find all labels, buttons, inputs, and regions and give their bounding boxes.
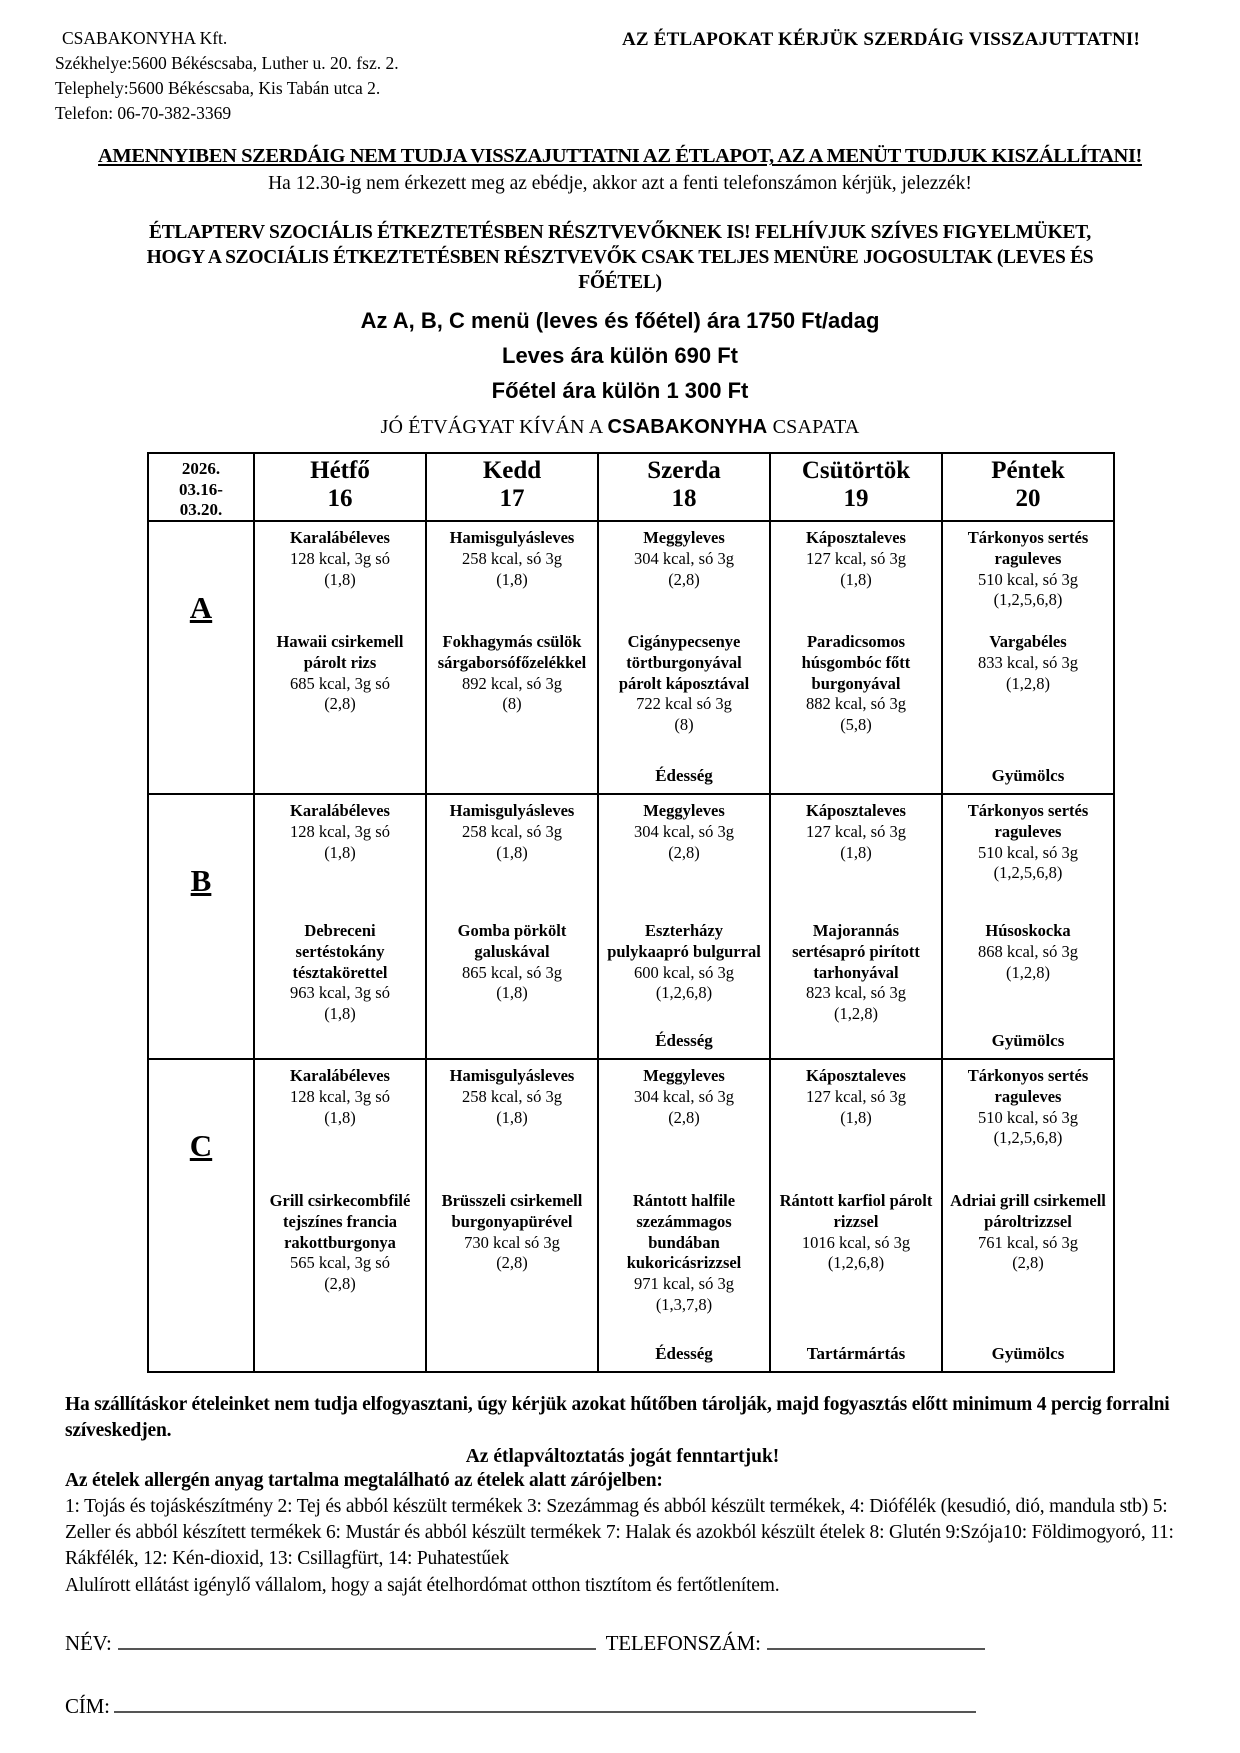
soup-name: Karalábéleves [290, 528, 390, 548]
soup-name: Karalábéleves [290, 1066, 390, 1086]
menu-cell-b-monday [254, 794, 426, 1059]
greeting-suffix: CSAPATA [767, 416, 860, 439]
company-info [55, 26, 399, 125]
menu-label-cell-c [148, 1059, 254, 1372]
main-kcal: 761 kcal, só 3g [978, 1232, 1078, 1252]
address-label: CÍM: [65, 1694, 110, 1719]
soup-allergens: (1,2,5,6,8) [993, 863, 1063, 883]
menu-label-cell-a [148, 521, 254, 794]
soup-allergens: (1,2,5,6,8) [993, 590, 1063, 610]
day-name: Péntek [991, 457, 1065, 485]
main-name: Fokhagymás csülök sárgaborsófőzelékkel [437, 632, 587, 673]
soup-kcal: 128 kcal, 3g só [290, 1087, 390, 1107]
main-kcal: 722 kcal só 3g [636, 694, 732, 714]
main-kcal: 823 kcal, só 3g [806, 983, 906, 1003]
company-name: CSABAKONYHA Kft. [62, 28, 228, 48]
day-header-friday [942, 453, 1114, 521]
day-name: Hétfő [310, 457, 370, 485]
main-allergens: (1,2,6,8) [827, 1253, 885, 1273]
extra-label [255, 1343, 425, 1369]
extra-label: Édesség [655, 1344, 713, 1364]
menu-letter-c: C [189, 1128, 213, 1164]
menu-cell-a-tuesday [426, 521, 598, 794]
main-allergens: (1,8) [496, 983, 528, 1003]
soup-kcal: 258 kcal, só 3g [462, 549, 562, 569]
document-header [0, 0, 1240, 125]
soup-name: Meggyleves [643, 801, 725, 821]
soup-kcal: 510 kcal, só 3g [978, 842, 1078, 862]
soup-allergens: (1,8) [840, 1107, 872, 1127]
soup-kcal: 304 kcal, só 3g [634, 1087, 734, 1107]
menu-change-notice: Az étlapváltoztatás jogát fenntartjuk! [465, 1446, 780, 1468]
storage-notice: Ha szállításkor ételeinket nem tudja elfogyasztani, úgy kérjük azokat hűtőben tárolják, majd fogyasztás előtt minimum 4 percig forralni szíveskedjen. [65, 1394, 1170, 1442]
main-kcal: 833 kcal, só 3g [978, 653, 1078, 673]
main-allergens: (2,8) [324, 694, 356, 714]
company-phone: Telefon: 06-70-382-3369 [55, 102, 232, 123]
main-allergens: (5,8) [840, 714, 872, 734]
late-lunch-notice: Ha 12.30-ig nem érkezett meg az ebédje, akkor azt a fenti telefonszámon kérjük, jelezzék! [268, 173, 972, 195]
soup-allergens: (1,8) [324, 1107, 356, 1127]
extra-label: Édesség [655, 766, 713, 786]
main-name: Eszterházy pulykaapró bulgurral [607, 921, 761, 962]
main-kcal: 730 kcal só 3g [464, 1232, 560, 1252]
day-header-tuesday [426, 453, 598, 521]
day-name: Csütörtök [801, 457, 911, 485]
soup-kcal: 510 kcal, só 3g [978, 569, 1078, 589]
menu-letter-b: B [190, 863, 212, 899]
menu-cell-b-friday [942, 794, 1114, 1059]
name-phone-form-row [65, 1630, 1240, 1656]
company-address-2: Telephely:5600 Békéscsaba, Kis Tabán utca 2. [55, 77, 381, 98]
menu-cell-a-thursday [770, 521, 942, 794]
menu-row-c [148, 1059, 1114, 1372]
greeting-prefix: JÓ ÉTVÁGYAT KÍVÁN A [380, 416, 608, 439]
main-kcal: 882 kcal, só 3g [806, 694, 906, 714]
soup-allergens: (2,8) [668, 569, 700, 589]
company-address-1: Székhelye:5600 Békéscsaba, Luther u. 20. fsz. 2. [55, 52, 399, 73]
extra-label: Édesség [655, 1031, 713, 1051]
address-form-row [65, 1693, 1240, 1719]
extra-label: Gyümölcs [991, 1344, 1065, 1364]
weekly-menu-table [147, 452, 1115, 1373]
menu-row-b [148, 794, 1114, 1059]
soup-name: Tárkonyos sertés raguleves [967, 528, 1089, 569]
main-kcal: 565 kcal, 3g só [290, 1253, 390, 1273]
soup-name: Hamisgulyásleves [449, 801, 575, 821]
main-name: Vargabéles [989, 632, 1067, 652]
main-kcal: 685 kcal, 3g só [290, 673, 390, 693]
soup-allergens: (1,8) [840, 569, 872, 589]
menu-row-a [148, 521, 1114, 794]
return-deadline-notice: AZ ÉTLAPOKAT KÉRJÜK SZERDÁIG VISSZAJUTTATNI! [621, 29, 1140, 50]
extra-label [427, 765, 597, 791]
extra-label [255, 765, 425, 791]
extra-label [771, 765, 941, 791]
extra-label [427, 1030, 597, 1056]
main-allergens: (1,2,6,8) [655, 983, 713, 1003]
day-header-wednesday [598, 453, 770, 521]
menu-cell-a-monday [254, 521, 426, 794]
name-fill-line [118, 1630, 596, 1650]
social-notice-line-2: HOGY A SZOCIÁLIS ÉTKEZTETÉSBEN RÉSZTVEVŐK CSAK TELJES MENÜRE JOGOSULTAK (LEVES ÉS [146, 247, 1094, 269]
main-name: Rántott halfile szezámmagos bundában kukoricásrizzsel [626, 1191, 742, 1273]
soup-allergens: (1,8) [840, 842, 872, 862]
soup-kcal: 258 kcal, só 3g [462, 822, 562, 842]
soup-name: Tárkonyos sertés raguleves [967, 1066, 1089, 1107]
menu-cell-c-monday [254, 1059, 426, 1372]
allergen-list: 1: Tojás és tojáskészítmény 2: Tej és abból készült termékek 3: Szezámmag és abból készült termékek, 4: Diófélék (kesudió, dió, mandula stb) 5: Zeller és abból készített termékek 6: Mustár és abból készült termékek 7: Halak és azokból készült ételek 8: Glutén 9:Szója10: Földimogyoró, 11: Rákfélék, 12: Kén-dioxid, 13: Csillagfürt, 14: Puhatestűek [65, 1496, 1174, 1569]
main-kcal: 1016 kcal, só 3g [801, 1232, 911, 1252]
phone-label: TELEFONSZÁM: [605, 1631, 761, 1656]
soup-allergens: (2,8) [668, 1107, 700, 1127]
day-header-monday [254, 453, 426, 521]
date-range-start: 03.16- [179, 479, 223, 499]
day-date: 17 [499, 485, 525, 513]
day-header-thursday [770, 453, 942, 521]
soup-name: Hamisgulyásleves [449, 528, 575, 548]
main-name: Gomba pörkölt galuskával [457, 921, 567, 962]
menu-cell-c-thursday [770, 1059, 942, 1372]
soup-allergens: (1,8) [496, 1107, 528, 1127]
price-menu-line: Az A, B, C menü (leves és főétel) ára 1750 Ft/adag [360, 308, 880, 334]
day-date: 20 [1015, 485, 1041, 513]
soup-kcal: 510 kcal, só 3g [978, 1107, 1078, 1127]
main-allergens: (8) [502, 694, 522, 714]
address-fill-line [114, 1693, 976, 1713]
soup-name: Káposztaleves [806, 1066, 906, 1086]
extra-label [771, 1030, 941, 1056]
menu-cell-b-tuesday [426, 794, 598, 1059]
menu-cell-a-wednesday [598, 521, 770, 794]
day-date: 16 [327, 485, 353, 513]
main-allergens: (1,3,7,8) [655, 1294, 713, 1314]
date-range-end: 03.20. [179, 500, 223, 520]
soup-kcal: 128 kcal, 3g só [290, 549, 390, 569]
day-name: Szerda [647, 457, 721, 485]
social-notice-line-3: FŐÉTEL) [578, 272, 662, 294]
main-name: Rántott karfiol párolt rizzsel [779, 1191, 933, 1232]
name-label: NÉV: [65, 1631, 112, 1656]
extra-label: Gyümölcs [991, 766, 1065, 786]
main-kcal: 600 kcal, só 3g [634, 962, 734, 982]
document-footer [65, 1392, 1180, 1597]
main-kcal: 865 kcal, só 3g [462, 962, 562, 982]
brand-name: CSABAKONYHA [607, 416, 768, 439]
date-range-year: 2026. [181, 459, 221, 479]
main-name: Grill csirkecombfilé tejszínes francia rakottburgonya [269, 1191, 411, 1252]
main-allergens: (1,8) [324, 1003, 356, 1023]
day-date: 18 [671, 485, 697, 513]
soup-name: Meggyleves [643, 528, 725, 548]
soup-allergens: (1,2,5,6,8) [993, 1128, 1063, 1148]
soup-kcal: 304 kcal, só 3g [634, 822, 734, 842]
soup-name: Káposztaleves [806, 801, 906, 821]
main-name: Paradicsomos húsgombóc főtt burgonyával [801, 632, 911, 693]
soup-allergens: (1,8) [496, 569, 528, 589]
self-care-declaration: Alulírott ellátást igénylő vállalom, hogy a saját ételhordómat otthon tisztítom és fertőtlenítem. [65, 1575, 780, 1597]
soup-name: Tárkonyos sertés raguleves [967, 801, 1089, 842]
main-name: Debreceni sertéstokány tésztakörettel [292, 921, 388, 982]
soup-kcal: 127 kcal, só 3g [806, 1087, 906, 1107]
extra-label: Tartármártás [806, 1344, 906, 1364]
main-name: Adriai grill csirkemell pároltrizzsel [950, 1191, 1106, 1232]
soup-name: Meggyleves [643, 1066, 725, 1086]
menu-label-cell-b [148, 794, 254, 1059]
soup-name: Hamisgulyásleves [449, 1066, 575, 1086]
main-allergens: (1,2,8) [834, 1003, 878, 1023]
menu-cell-b-wednesday [598, 794, 770, 1059]
soup-name: Káposztaleves [806, 528, 906, 548]
main-name: Hawaii csirkemell párolt rizs [276, 632, 404, 673]
extra-label: Gyümölcs [991, 1031, 1065, 1051]
day-date: 19 [843, 485, 869, 513]
main-kcal: 868 kcal, só 3g [978, 942, 1078, 962]
main-allergens: (2,8) [1012, 1253, 1044, 1273]
allergen-title: Az ételek allergén anyag tartalma megtalálható az ételek alatt zárójelben: [65, 1470, 663, 1492]
soup-kcal: 128 kcal, 3g só [290, 822, 390, 842]
social-catering-notice [0, 221, 1240, 296]
soup-allergens: (1,8) [324, 569, 356, 589]
soup-kcal: 258 kcal, só 3g [462, 1087, 562, 1107]
main-kcal: 892 kcal, só 3g [462, 673, 562, 693]
soup-kcal: 127 kcal, só 3g [806, 549, 906, 569]
soup-kcal: 304 kcal, só 3g [634, 549, 734, 569]
main-kcal: 971 kcal, só 3g [634, 1273, 734, 1293]
social-notice-line-1: ÉTLAPTERV SZOCIÁLIS ÉTKEZTETÉSBEN RÉSZTVEVŐKNEK IS! FELHÍVJUK SZÍVES FIGYELMÜKET, [149, 222, 1091, 244]
phone-fill-line [767, 1630, 985, 1650]
main-kcal: 963 kcal, 3g só [290, 983, 390, 1003]
price-soup-line: Leves ára külön 690 Ft [502, 343, 738, 369]
soup-allergens: (2,8) [668, 842, 700, 862]
main-allergens: (1,2,8) [1006, 962, 1050, 982]
main-allergens: (2,8) [496, 1253, 528, 1273]
main-allergens: (8) [674, 714, 694, 734]
menu-cell-b-thursday [770, 794, 942, 1059]
day-name: Kedd [482, 457, 542, 485]
extra-label [427, 1343, 597, 1369]
menu-cell-c-wednesday [598, 1059, 770, 1372]
menu-letter-a: A [189, 590, 213, 626]
menu-cell-c-friday [942, 1059, 1114, 1372]
main-name: Majorannás sertésapró pirított tarhonyával [792, 921, 920, 982]
soup-name: Karalábéleves [290, 801, 390, 821]
main-allergens: (2,8) [324, 1273, 356, 1293]
menu-cell-a-friday [942, 521, 1114, 794]
soup-kcal: 127 kcal, só 3g [806, 822, 906, 842]
soup-allergens: (1,8) [496, 842, 528, 862]
main-allergens: (1,2,8) [1006, 673, 1050, 693]
greeting-line [0, 416, 1240, 439]
menu-cell-c-tuesday [426, 1059, 598, 1372]
main-name: Brüsszeli csirkemell burgonyapürével [441, 1191, 583, 1232]
deadline-warning: AMENNYIBEN SZERDÁIG NEM TUDJA VISSZAJUTTATNI AZ ÉTLAPOT, AZ A MENÜT TUDJUK KISZÁLLÍTANI! [98, 145, 1142, 168]
table-header-row [148, 453, 1114, 521]
price-main-line: Főétel ára külön 1 300 Ft [491, 378, 749, 404]
main-name: Cigánypecsenye törtburgonyával párolt káposztával [618, 632, 750, 693]
soup-allergens: (1,8) [324, 842, 356, 862]
extra-label [255, 1030, 425, 1056]
date-range-cell [148, 453, 254, 521]
main-name: Húsoskocka [985, 921, 1071, 941]
